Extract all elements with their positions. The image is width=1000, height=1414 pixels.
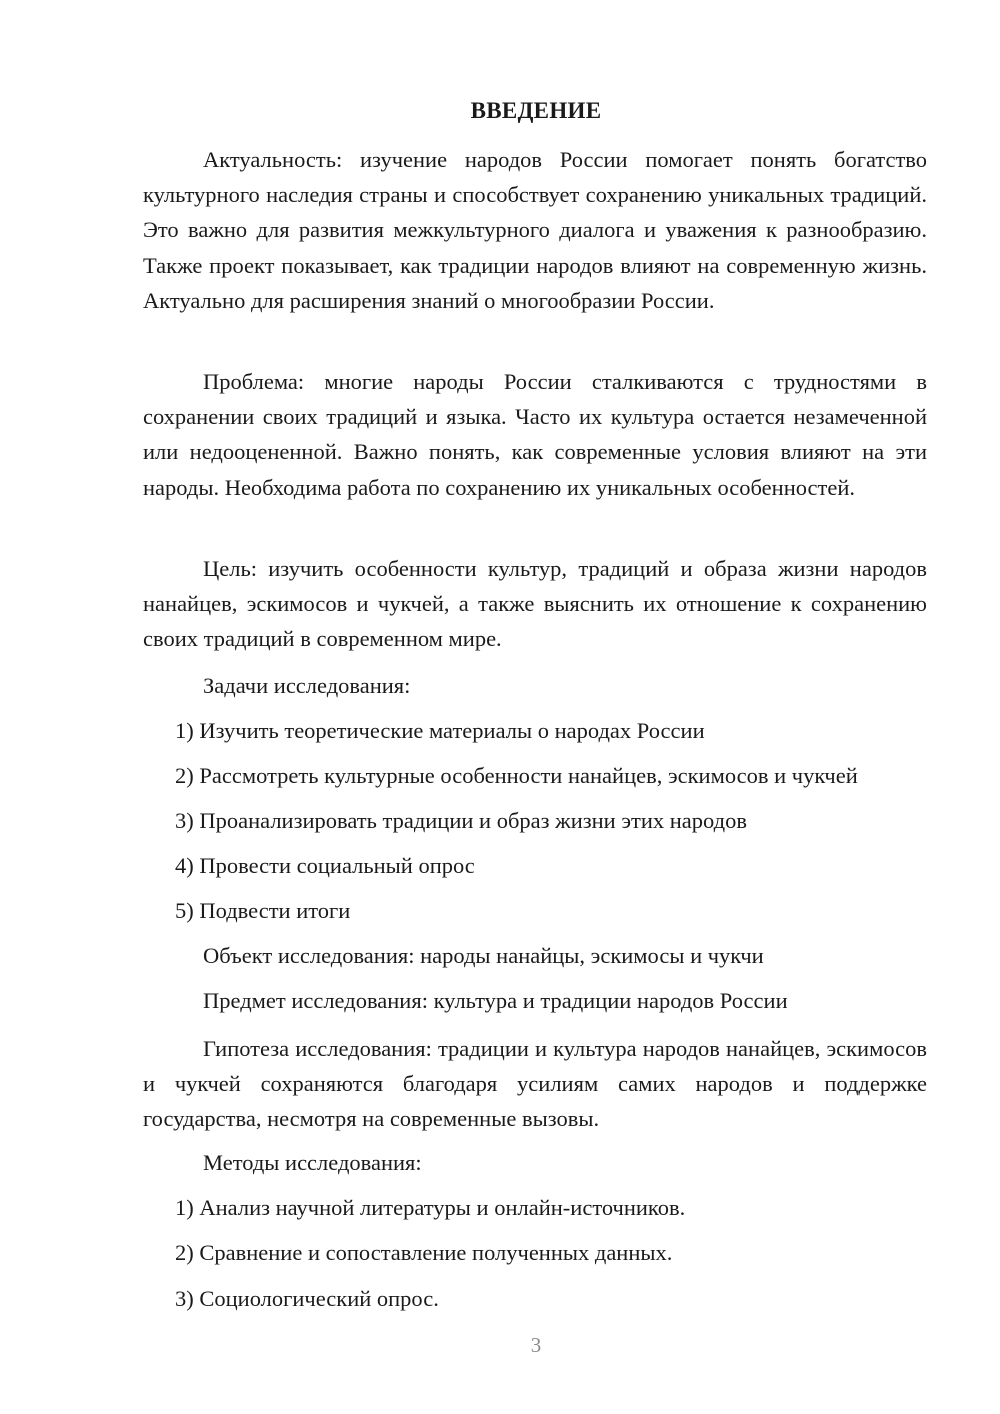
methods-label: Методы исследования: xyxy=(203,1150,422,1175)
task-item: 1) Изучить теоретические материалы о народах России xyxy=(175,718,705,743)
research-object: Объект исследования: народы нанайцы, эскимосы и чукчи xyxy=(203,943,764,968)
goal-paragraph: Цель: изучить особенности культур, традиций и образа жизни народов нанайцев, эскимосов и чукчей, а также выяснить их отношение к сохранению своих традиций в современном мире. xyxy=(143,556,927,652)
research-subject: Предмет исследования: культура и традиции народов России xyxy=(203,988,788,1013)
task-item: 5) Подвести итоги xyxy=(175,898,351,923)
task-item: 3) Проанализировать традиции и образ жизни этих народов xyxy=(175,808,747,833)
task-item: 4) Провести социальный опрос xyxy=(175,853,475,878)
section-heading: ВВЕДЕНИЕ xyxy=(470,98,602,123)
problem-paragraph: Проблема: многие народы России сталкиваются с трудностями в сохранении своих традиций и языка. Часто их культура остается незамеченной или недооцененной. Важно понять, как современные условия влияют на эти народы. Необходима работа по сохранению их уникальных особенностей. xyxy=(143,369,927,500)
method-item: 3) Социологический опрос. xyxy=(175,1286,439,1311)
method-item: 2) Сравнение и сопоставление полученных данных. xyxy=(175,1240,673,1265)
task-item: 2) Рассмотреть культурные особенности нанайцев, эскимосов и чукчей xyxy=(175,763,858,788)
page-number: 3 xyxy=(530,1333,542,1357)
tasks-label: Задачи исследования: xyxy=(203,673,411,698)
method-item: 1) Анализ научной литературы и онлайн-источников. xyxy=(175,1195,686,1220)
hypothesis-paragraph: Гипотеза исследования: традиции и культура народов нанайцев, эскимосов и чукчей сохраняются благодаря усилиям самих народов и поддержке государства, несмотря на современные вызовы. xyxy=(143,1036,927,1132)
relevance-paragraph: Актуальность: изучение народов России помогает понять богатство культурного наследия страны и способствует сохранению уникальных традиций. Это важно для развития межкультурного диалога и уважения к разнообразию. Также проект показывает, как традиции народов влияют на современную жизнь. Актуально для расширения знаний о многообразии России. xyxy=(143,147,927,313)
